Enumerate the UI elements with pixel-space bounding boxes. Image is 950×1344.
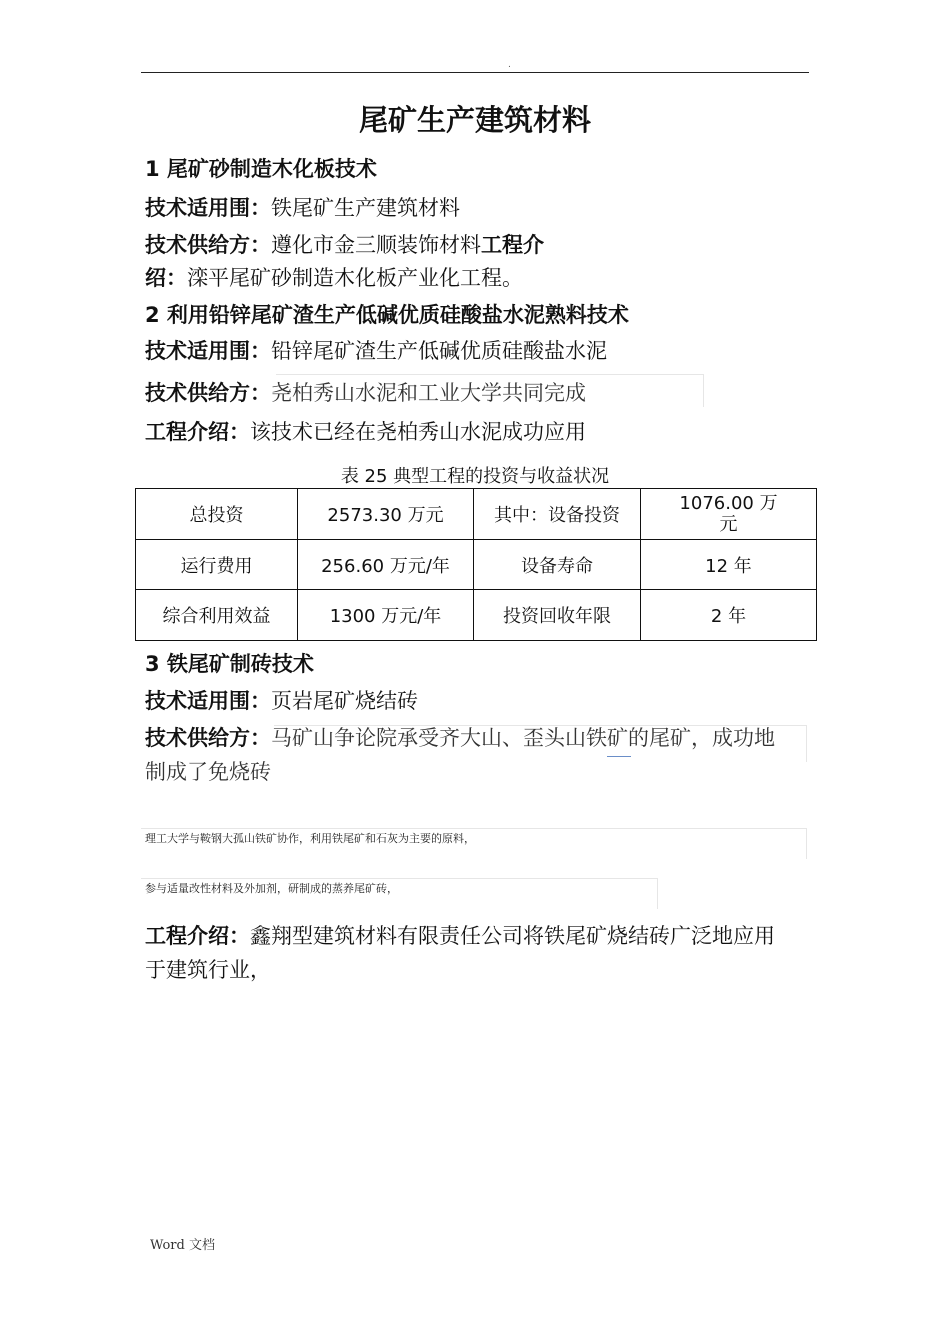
header-dot: . bbox=[508, 60, 511, 70]
supplier-value: 尧柏秀山水泥和工业大学共同完成 bbox=[271, 381, 586, 405]
table-cell: 运行费用 bbox=[136, 540, 298, 590]
supplier-label: 技术供给方 bbox=[145, 726, 250, 750]
section-2-scope bbox=[145, 335, 607, 365]
colon: ： bbox=[250, 233, 271, 257]
table-cell: 1300 万元/年 bbox=[298, 590, 474, 641]
project-label-part-a: 工程介 bbox=[481, 233, 544, 257]
section-2-project bbox=[145, 416, 586, 446]
section-3-note-2: 参与适量改性材料及外加剂，研制成的蒸养尾矿砖， bbox=[145, 882, 398, 895]
table-cell: 2573.30 万元 bbox=[298, 489, 474, 540]
section-1-heading: 1 尾矿砂制造木化板技术 bbox=[145, 157, 377, 181]
document-title: 尾矿生产建筑材料 bbox=[358, 103, 591, 137]
project-value: 该技术已经在尧柏秀山水泥成功应用 bbox=[250, 420, 586, 444]
table-row bbox=[136, 540, 817, 590]
supplier-value: 遵化市金三顺装饰材料 bbox=[271, 233, 481, 257]
scope-label: 技术适用围 bbox=[145, 689, 250, 713]
section-3-project bbox=[145, 920, 775, 950]
project-label-part-b: 绍 bbox=[145, 266, 166, 290]
section-1-supplier bbox=[145, 229, 544, 259]
colon: ： bbox=[229, 924, 250, 948]
project-value: 滦平尾矿砂制造木化板产业化工程。 bbox=[187, 266, 523, 290]
scope-label: 技术适用围 bbox=[145, 196, 250, 220]
table-cell: 256.60 万元/年 bbox=[298, 540, 474, 590]
table-cell: 12 年 bbox=[641, 540, 817, 590]
section-3-heading: 3 铁尾矿制砖技术 bbox=[145, 652, 314, 676]
table-cell: 总投资 bbox=[136, 489, 298, 540]
supplier-value-line-1: 马矿山争论院承受齐大山、歪头山铁矿的尾矿，成功地 bbox=[271, 726, 775, 750]
table-cell-text: 1076.00 万元 bbox=[679, 493, 778, 535]
table-cell: 2 年 bbox=[641, 590, 817, 641]
supplier-label: 技术供给方 bbox=[145, 233, 250, 257]
colon: ： bbox=[166, 266, 187, 290]
table-cell: 其中：设备投资 bbox=[474, 489, 641, 540]
colon: ： bbox=[250, 339, 271, 363]
project-label: 工程介绍 bbox=[145, 420, 229, 444]
project-value-line-1: 鑫翔型建筑材料有限责任公司将铁尾矿烧结砖广泛地应用 bbox=[250, 924, 775, 948]
section-3-project-line-2: 于建筑行业， bbox=[145, 958, 271, 982]
scope-label: 技术适用围 bbox=[145, 339, 250, 363]
colon: ： bbox=[250, 381, 271, 405]
table-caption: 表 25 典型工程的投资与收益状况 bbox=[340, 466, 610, 487]
table-cell bbox=[641, 489, 817, 540]
section-3-note-1: 理工大学与鞍钢大孤山铁矿协作，利用铁尾矿和石灰为主要的原料， bbox=[145, 832, 475, 845]
supplier-label: 技术供给方 bbox=[145, 381, 250, 405]
footer-text: Word 文档 bbox=[150, 1238, 215, 1253]
table-cell: 投资回收年限 bbox=[474, 590, 641, 641]
colon: ： bbox=[250, 196, 271, 220]
header-rule bbox=[141, 72, 809, 73]
table-cell: 设备寿命 bbox=[474, 540, 641, 590]
investment-table bbox=[135, 488, 817, 641]
scope-value: 铁尾矿生产建筑材料 bbox=[271, 196, 460, 220]
section-3-scope bbox=[145, 685, 418, 715]
scope-value: 页岩尾矿烧结砖 bbox=[271, 689, 418, 713]
cursor-mark bbox=[607, 756, 631, 757]
colon: ： bbox=[229, 420, 250, 444]
section-3-supplier bbox=[145, 722, 775, 752]
table-row bbox=[136, 590, 817, 641]
colon: ： bbox=[250, 689, 271, 713]
scope-value: 铅锌尾矿渣生产低碱优质硅酸盐水泥 bbox=[271, 339, 607, 363]
section-3-supplier-line-2: 制成了免烧砖 bbox=[145, 760, 271, 784]
section-1-project bbox=[145, 262, 523, 292]
colon: ： bbox=[250, 726, 271, 750]
section-1-scope bbox=[145, 192, 460, 222]
table-cell: 综合利用效益 bbox=[136, 590, 298, 641]
table-row bbox=[136, 489, 817, 540]
section-2-heading: 2 利用铅锌尾矿渣生产低碱优质硅酸盐水泥熟料技术 bbox=[145, 303, 629, 327]
section-2-supplier bbox=[145, 377, 586, 407]
project-label: 工程介绍 bbox=[145, 924, 229, 948]
